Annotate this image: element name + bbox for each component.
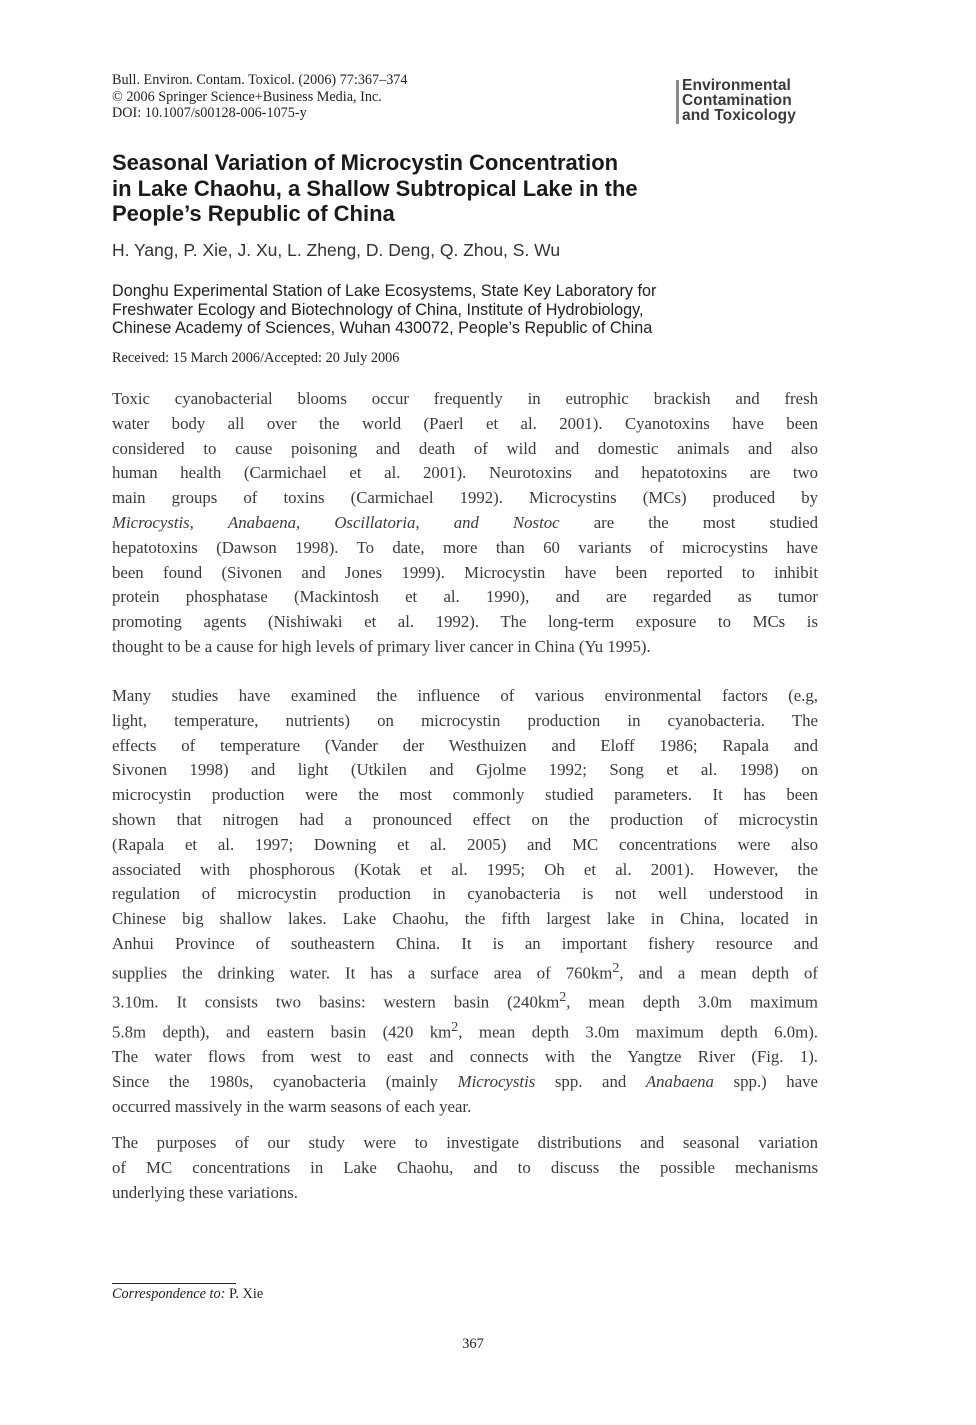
logo-line-1: Environmental <box>682 77 791 94</box>
p3-line: underlying these variations. <box>112 1182 298 1202</box>
p1-genera-line <box>112 511 818 536</box>
p2-line-area <box>112 957 818 986</box>
title-line-3: People’s Republic of China <box>112 201 395 226</box>
title-line-2: in Lake Chaohu, a Shallow Subtropical Lake in the <box>112 175 638 201</box>
text-run: Since the 1980s, cyanobacteria (mainly <box>112 1071 458 1091</box>
p2-line: Anhui Province of southeastern China. It is an important fishery resource and <box>112 933 818 953</box>
correspondence-footnote <box>112 1286 263 1303</box>
paragraph-2 <box>112 684 818 1119</box>
text-run: 3.10m. It consists two basins: western basin (240km <box>112 992 560 1012</box>
p2-line-eastern <box>112 1016 818 1045</box>
p2-line: occurred massively in the warm seasons of each year. <box>112 1096 472 1116</box>
p2-line: effects of temperature (Vander der Westhuizen and Eloff 1986; Rapala and <box>112 735 818 755</box>
p1-line: human health (Carmichael et al. 2001). Neurotoxins and hepatotoxins are two <box>112 463 818 483</box>
p3-line: of MC concentrations in Lake Chaohu, and to discuss the possible mechanisms <box>112 1157 818 1177</box>
genus-nostoc: and Nostoc <box>453 512 560 532</box>
p1-line: protein phosphatase (Mackintosh et al. 1990), and are regarded as tumor <box>112 587 818 607</box>
p2-line: Chinese big shallow lakes. Lake Chaohu, the fifth largest lake in China, located in <box>112 909 818 929</box>
p2-line: regulation of microcystin production in cyanobacteria is not well understood in <box>112 884 818 904</box>
text-run: , mean depth 3.0m maximum depth 6.0m). <box>458 1022 818 1042</box>
text-run: spp.) have <box>713 1071 818 1091</box>
genus-oscillatoria: Oscillatoria, <box>334 512 420 532</box>
footnote-rule <box>112 1283 236 1284</box>
logo-bar <box>676 80 679 124</box>
affiliation-line-3: Chinese Academy of Sciences, Wuhan 430072, People’s Republic of China <box>112 319 653 337</box>
text-run: supplies the drinking water. It has a surface area of 760km <box>112 963 613 983</box>
p1-line: hepatotoxins (Dawson 1998). To date, more than 60 variants of microcystins have <box>112 537 818 557</box>
citation-line: Bull. Environ. Contam. Toxicol. (2006) 77:367–374 <box>112 72 408 88</box>
p2-line: shown that nitrogen had a pronounced effect on the production of microcystin <box>112 809 818 829</box>
p2-line: light, temperature, nutrients) on microcystin production in cyanobacteria. The <box>112 710 818 730</box>
paragraph-3 <box>112 1131 818 1205</box>
p1-line: thought to be a cause for high levels of primary liver cancer in China (Yu 1995). <box>112 636 651 656</box>
p1-line: Toxic cyanobacterial blooms occur frequently in eutrophic brackish and fresh <box>112 389 818 408</box>
text-run: , and a mean depth of <box>619 963 818 983</box>
p2-line: Many studies have examined the influence of various environmental factors (e.g, <box>112 686 818 705</box>
footnote-value: P. Xie <box>225 1286 264 1302</box>
p2-line: (Rapala et al. 1997; Downing et al. 2005) and MC concentrations were also <box>112 834 818 854</box>
author-list: H. Yang, P. Xie, J. Xu, L. Zheng, D. Deng, Q. Zhou, S. Wu <box>112 240 561 260</box>
genus-anabaena: Anabaena, <box>227 512 301 532</box>
footnote-label: Correspondence to: <box>112 1286 226 1302</box>
p2-line: Sivonen 1998) and light (Utkilen and Gjolme 1992; Song et al. 1998) on <box>112 760 818 780</box>
copyright-line: © 2006 Springer Science+Business Media, Inc. <box>112 88 382 105</box>
p2-line: The water flows from west to east and connects with the Yangtze River (Fig. 1). <box>112 1046 818 1066</box>
genus-microcystis: Microcystis, <box>112 512 194 532</box>
affiliation-line-1: Donghu Experimental Station of Lake Ecosystems, State Key Laboratory for <box>112 282 657 300</box>
superscript: 2 <box>612 960 620 976</box>
p3-line: The purposes of our study were to investigate distributions and seasonal variation <box>112 1133 818 1152</box>
superscript: 2 <box>559 990 567 1006</box>
affiliation-line-2: Freshwater Ecology and Biotechnology of China, Institute of Hydrobiology, <box>112 300 644 319</box>
page-number: 367 <box>462 1336 484 1352</box>
p1-line: main groups of toxins (Carmichael 1992). Microcystins (MCs) produced by <box>112 488 818 508</box>
text-run: spp. and <box>535 1071 646 1091</box>
citation-header <box>112 72 407 122</box>
p2-line-basins <box>112 986 818 1015</box>
p2-line: associated with phosphorous (Kotak et al. 1995; Oh et al. 2001). However, the <box>112 859 818 879</box>
p1-line: been found (Sivonen and Jones 1999). Microcystin have been reported to inhibit <box>112 562 818 582</box>
title-line-1: Seasonal Variation of Microcystin Concentration <box>112 150 619 175</box>
p1-line: considered to cause poisoning and death of wild and domestic animals and also <box>112 438 818 458</box>
p1-line: promoting agents (Nishiwaki et al. 1992). The long-term exposure to MCs is <box>112 612 818 632</box>
genus-anabaena: Anabaena <box>645 1071 714 1091</box>
doi-line: DOI: 10.1007/s00128-006-1075-y <box>112 105 307 121</box>
article-title <box>112 150 832 227</box>
genera-line-rest: are the most studied <box>593 512 819 532</box>
p2-line: microcystin production were the most commonly studied parameters. It has been <box>112 785 818 805</box>
journal-logo <box>676 78 838 126</box>
paragraph-1 <box>112 387 818 660</box>
logo-line-2: Contamination <box>682 92 792 109</box>
text-run: 5.8m depth), and eastern basin (420 km <box>112 1022 452 1042</box>
genus-microcystis: Microcystis <box>457 1071 536 1091</box>
p1-line: water body all over the world (Paerl et al. 2001). Cyanotoxins have been <box>112 413 818 433</box>
superscript: 2 <box>451 1019 459 1035</box>
text-run: , mean depth 3.0m maximum <box>566 992 818 1012</box>
received-date: Received: 15 March 2006/Accepted: 20 July 2006 <box>112 350 400 366</box>
p2-line-species <box>112 1070 818 1095</box>
logo-line-3: and Toxicology <box>682 107 796 124</box>
affiliation <box>112 282 832 338</box>
